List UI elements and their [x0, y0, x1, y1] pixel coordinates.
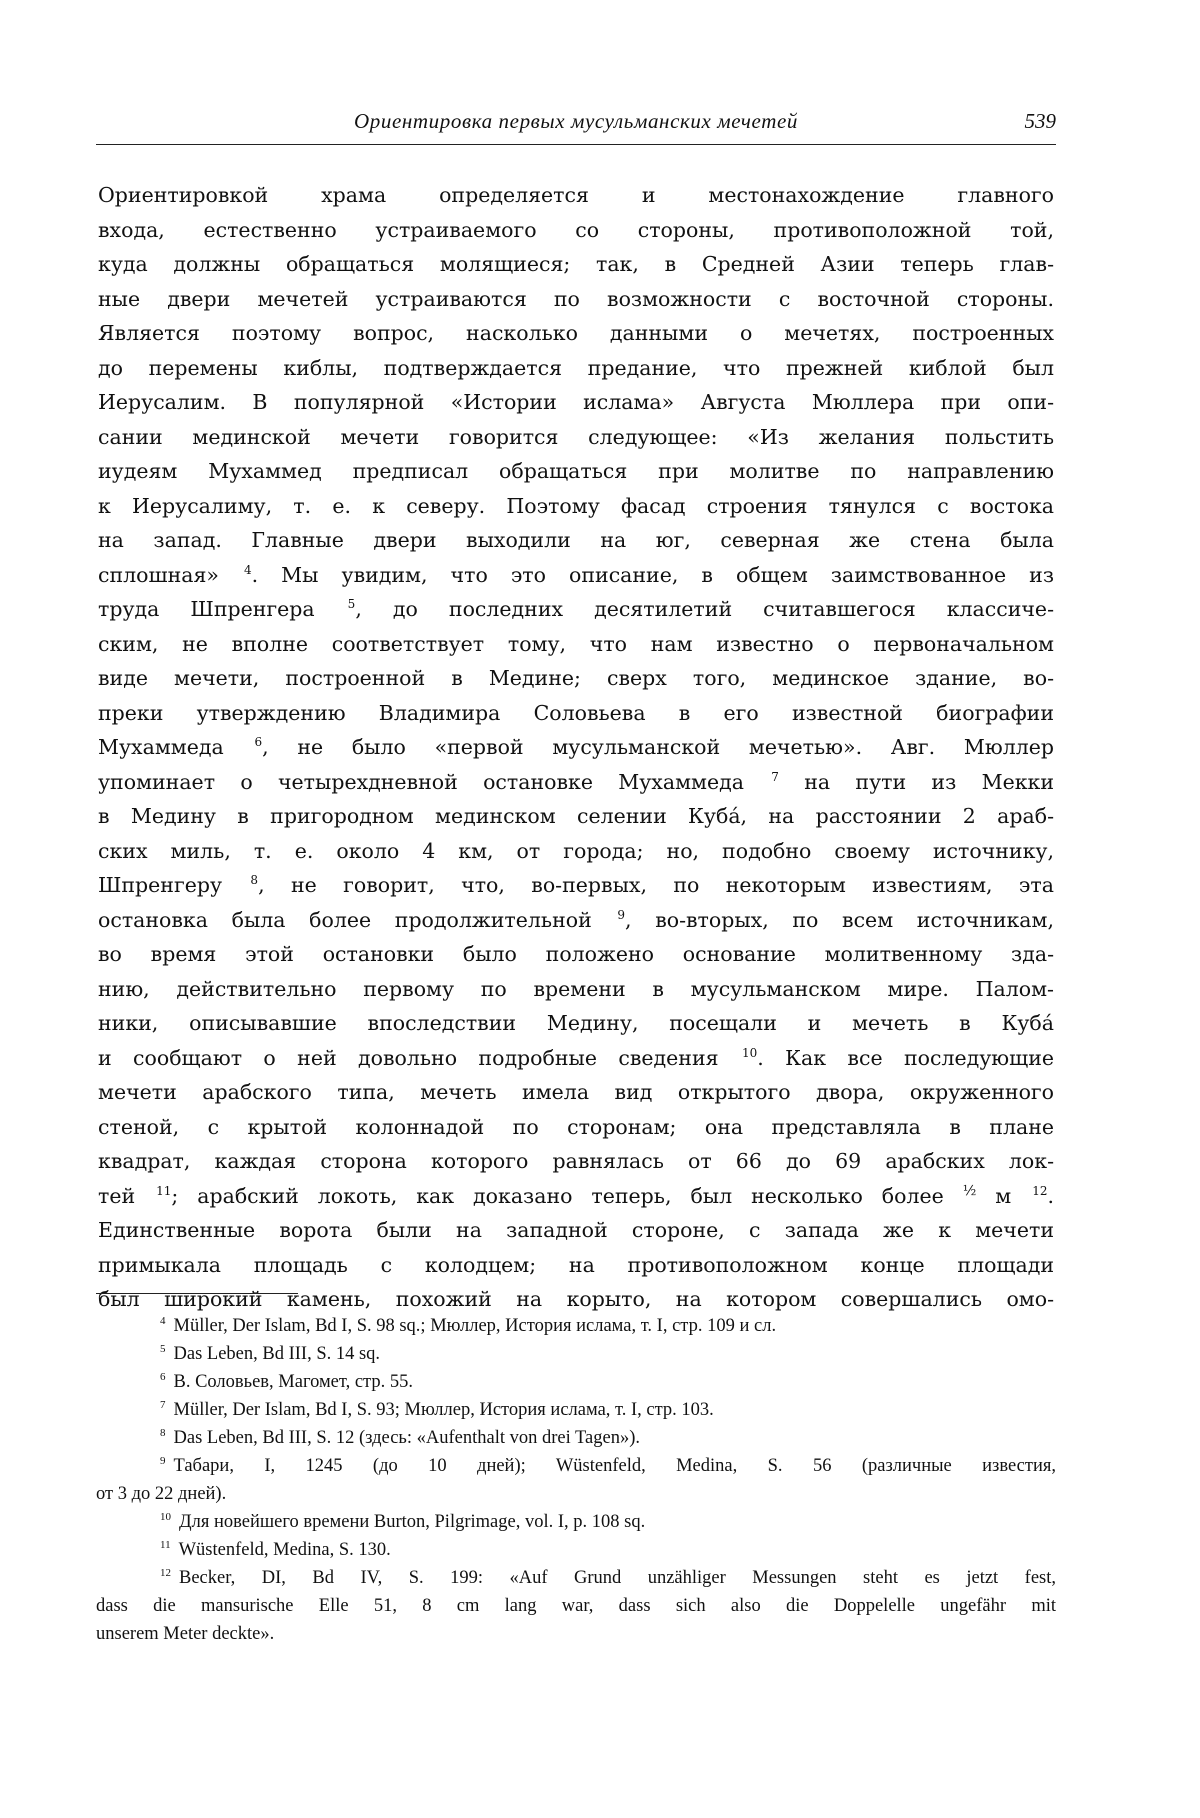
- footnote-line: [96, 1452, 1056, 1480]
- body-line-text: , во-вторых, по всем источникам,: [625, 907, 1054, 932]
- body-line: [98, 765, 1054, 800]
- body-line: [98, 799, 1054, 834]
- footnote-line: [96, 1312, 1056, 1340]
- body-line-text: , до последних десятилетий считавшегося классиче-: [355, 597, 1054, 621]
- body-line-text: и сообщают о ней довольно подробные сведения: [98, 1045, 740, 1070]
- footnote-ref: 7: [771, 769, 779, 784]
- footnote-line: [96, 1592, 1056, 1620]
- body-line-text: Мухаммеда: [98, 735, 253, 759]
- footnote-line: [96, 1620, 1056, 1648]
- footnote-text: Müller, Der Islam, Bd I, S. 93; Мюллер, История ислама, т. I, стр. 103.: [173, 1400, 714, 1420]
- footnote-number: 6: [160, 1370, 166, 1383]
- body-line: [98, 903, 1054, 938]
- body-line-text: сплошная»: [98, 562, 242, 587]
- footnote-number: 12: [160, 1566, 171, 1579]
- body-line-text: в Медину в пригородном мединском селении Куба́, на расстоянии 2 араб-: [98, 804, 1054, 828]
- body-line-text: квадрат, каждая сторона которого равнялась от 66 до 69 арабских лок-: [98, 1149, 1054, 1173]
- footnote-ref: 11: [156, 1183, 172, 1198]
- footnote-number: 11: [160, 1538, 171, 1551]
- body-line: [98, 351, 1054, 386]
- footnote-ref: 9: [617, 907, 626, 922]
- body-line-text: ники, описывавшие впоследствии Медину, посещали и мечеть в Куба́: [98, 1011, 1054, 1035]
- body-line: [98, 730, 1054, 765]
- body-line-text: на пути из Мекки: [778, 769, 1054, 794]
- footnotes: [96, 1312, 1056, 1648]
- body-line: [98, 661, 1054, 696]
- body-line-text: мечети арабского типа, мечеть имела вид открытого двора, окруженного: [98, 1080, 1054, 1104]
- running-header: [96, 108, 1056, 145]
- footnote-text: Для новейшего времени Burton, Pilgrimage, vol. I, p. 108 sq.: [179, 1512, 646, 1532]
- running-title: Ориентировка первых мусульманских мечетей: [354, 109, 798, 133]
- footnote-text: unserem Meter deckte».: [96, 1624, 275, 1644]
- body-line: [98, 523, 1054, 558]
- body-line-text: . Как все последующие: [757, 1045, 1054, 1070]
- body-line: [98, 489, 1054, 524]
- body-line-text: остановка была более продолжительной: [98, 907, 616, 932]
- footnote-number: 8: [160, 1426, 166, 1439]
- body-line: [98, 316, 1054, 351]
- footnote-ref: 6: [254, 735, 263, 750]
- body-line: [98, 834, 1054, 869]
- footnote-text: В. Соловьев, Магомет, стр. 55.: [173, 1372, 413, 1392]
- body-line: [98, 1075, 1054, 1110]
- body-line-text: труда Шпренгера: [98, 597, 346, 621]
- body-line: [98, 1144, 1054, 1179]
- body-line-text: тей: [98, 1183, 155, 1208]
- footnote-ref: 12: [1032, 1183, 1048, 1198]
- body-line: [98, 282, 1054, 317]
- body-text: [98, 178, 1054, 1317]
- footnote-text: Müller, Der Islam, Bd I, S. 98 sq.; Мюллер, История ислама, т. I, стр. 109 и сл.: [173, 1316, 777, 1336]
- footnote-line: [96, 1424, 1056, 1452]
- body-line: [98, 213, 1054, 248]
- footnote-text: Wüstenfeld, Medina, S. 130.: [178, 1540, 391, 1560]
- page-number: 539: [1024, 109, 1056, 133]
- body-line: [98, 420, 1054, 455]
- footnote-text: Das Leben, Bd III, S. 14 sq.: [173, 1344, 381, 1364]
- body-line: [98, 247, 1054, 282]
- footnote-line: [96, 1340, 1056, 1368]
- footnote-line: [96, 1368, 1056, 1396]
- body-line-text: был широкий камень, похожий на корыто, на котором совершались омо-: [98, 1287, 1054, 1311]
- body-line: [98, 868, 1054, 903]
- footnote-text: Becker, DI, Bd IV, S. 199: «Auf Grund unzähliger Messungen steht es jetzt fest,: [179, 1568, 1056, 1588]
- body-line-text: сании мединской мечети говорится следующее: «Из желания польстить: [98, 424, 1054, 449]
- body-line-text: .: [1047, 1183, 1055, 1208]
- footnote-number: 10: [160, 1510, 171, 1523]
- fraction: ½: [962, 1182, 977, 1199]
- body-line: [98, 696, 1054, 731]
- body-line-text: виде мечети, построенной в Медине; сверх того, мединское здание, во-: [98, 666, 1054, 690]
- body-line-text: упоминает о четырехдневной остановке Мухаммеда: [98, 769, 770, 794]
- body-line: [98, 558, 1054, 593]
- footnote-line: [96, 1508, 1056, 1536]
- body-line: [98, 1041, 1054, 1076]
- body-line: [98, 1179, 1054, 1214]
- body-line-text: Иерусалим. В популярной «Истории ислама» Августа Мюллера при опи-: [98, 390, 1054, 414]
- body-line: [98, 937, 1054, 972]
- body-line-text: преки утверждению Владимира Соловьева в его известной биографии: [98, 700, 1054, 725]
- body-line-text: ; арабский локоть, как доказано теперь, был несколько более: [171, 1183, 963, 1208]
- body-line-text: нию, действительно первому по времени в мусульманском мире. Палом-: [98, 976, 1054, 1001]
- body-line: [98, 1248, 1054, 1283]
- body-line-text: м: [976, 1183, 1031, 1208]
- body-line-text: ные двери мечетей устраиваются по возможности с восточной стороны.: [98, 286, 1054, 311]
- body-line-text: до перемены киблы, подтверждается предание, что прежней киблой был: [98, 355, 1054, 380]
- footnote-ref: 8: [250, 873, 259, 888]
- footnote-text: от 3 до 22 дней).: [96, 1484, 227, 1504]
- footnote-text: Табари, I, 1245 (до 10 дней); Wüstenfeld, Medina, S. 56 (различные известия,: [173, 1456, 1056, 1476]
- footnote-line: [96, 1396, 1056, 1424]
- body-line-text: к Иерусалиму, т. е. к северу. Поэтому фасад строения тянулся с востока: [98, 493, 1054, 518]
- body-line-text: куда должны обращаться молящиеся; так, в Средней Азии теперь глав-: [98, 252, 1054, 276]
- body-line: [98, 178, 1054, 213]
- body-line: [98, 1006, 1054, 1041]
- body-line: [98, 385, 1054, 420]
- body-line: [98, 1110, 1054, 1145]
- body-line: [98, 1213, 1054, 1248]
- footnote-number: 9: [160, 1454, 166, 1467]
- body-line-text: стеной, с крытой колоннадой по сторонам; она представляла в плане: [98, 1114, 1054, 1139]
- body-line-text: Ориентировкой храма определяется и местонахождение главного: [98, 183, 1054, 207]
- footnote-line: [96, 1480, 1056, 1508]
- footnote-line: [96, 1536, 1056, 1564]
- body-line-text: Шпренгеру: [98, 873, 249, 897]
- body-line-text: Является поэтому вопрос, насколько данными о мечетях, построенных: [98, 321, 1054, 345]
- body-line-text: . Мы увидим, что это описание, в общем заимствованное из: [251, 562, 1054, 587]
- footnote-ref: 5: [347, 597, 356, 612]
- footnote-text: Das Leben, Bd III, S. 12 (здесь: «Aufenthalt von drei Tagen»).: [173, 1428, 640, 1448]
- footnote-text: dass die mansurische Elle 51, 8 cm lang war, dass sich also die Doppelelle ungefähr mit: [96, 1596, 1056, 1616]
- body-line-text: ских миль, т. е. около 4 км, от города; но, подобно своему источнику,: [98, 838, 1054, 863]
- body-line-text: Единственные ворота были на западной стороне, с запада же к мечети: [98, 1218, 1054, 1242]
- footnote-number: 7: [160, 1398, 166, 1411]
- footnote-ref: 4: [243, 562, 252, 577]
- footnote-ref: 10: [741, 1045, 758, 1060]
- body-line-text: , не было «первой мусульманской мечетью». Авг. Мюллер: [262, 735, 1054, 759]
- footnote-number: 4: [160, 1314, 166, 1327]
- body-line-text: иудеям Мухаммед предписал обращаться при молитве по направлению: [98, 459, 1054, 483]
- footnote-separator: [96, 1293, 298, 1294]
- body-line: [98, 627, 1054, 662]
- body-line: [98, 454, 1054, 489]
- body-line: [98, 972, 1054, 1007]
- body-line-text: примыкала площадь с колодцем; на противоположном конце площади: [98, 1252, 1054, 1277]
- body-line-text: ским, не вполне соответствует тому, что нам известно о первоначальном: [98, 631, 1054, 656]
- footnote-number: 5: [160, 1342, 166, 1355]
- body-line-text: , не говорит, что, во-первых, по некоторым известиям, эта: [258, 873, 1054, 897]
- body-line-text: входа, естественно устраиваемого со стороны, противоположной той,: [98, 217, 1054, 242]
- footnote-line: [96, 1564, 1056, 1592]
- body-line-text: во время этой остановки было положено основание молитвенному зда-: [98, 942, 1054, 966]
- body-line-text: на запад. Главные двери выходили на юг, северная же стена была: [98, 528, 1054, 552]
- body-line: [98, 592, 1054, 627]
